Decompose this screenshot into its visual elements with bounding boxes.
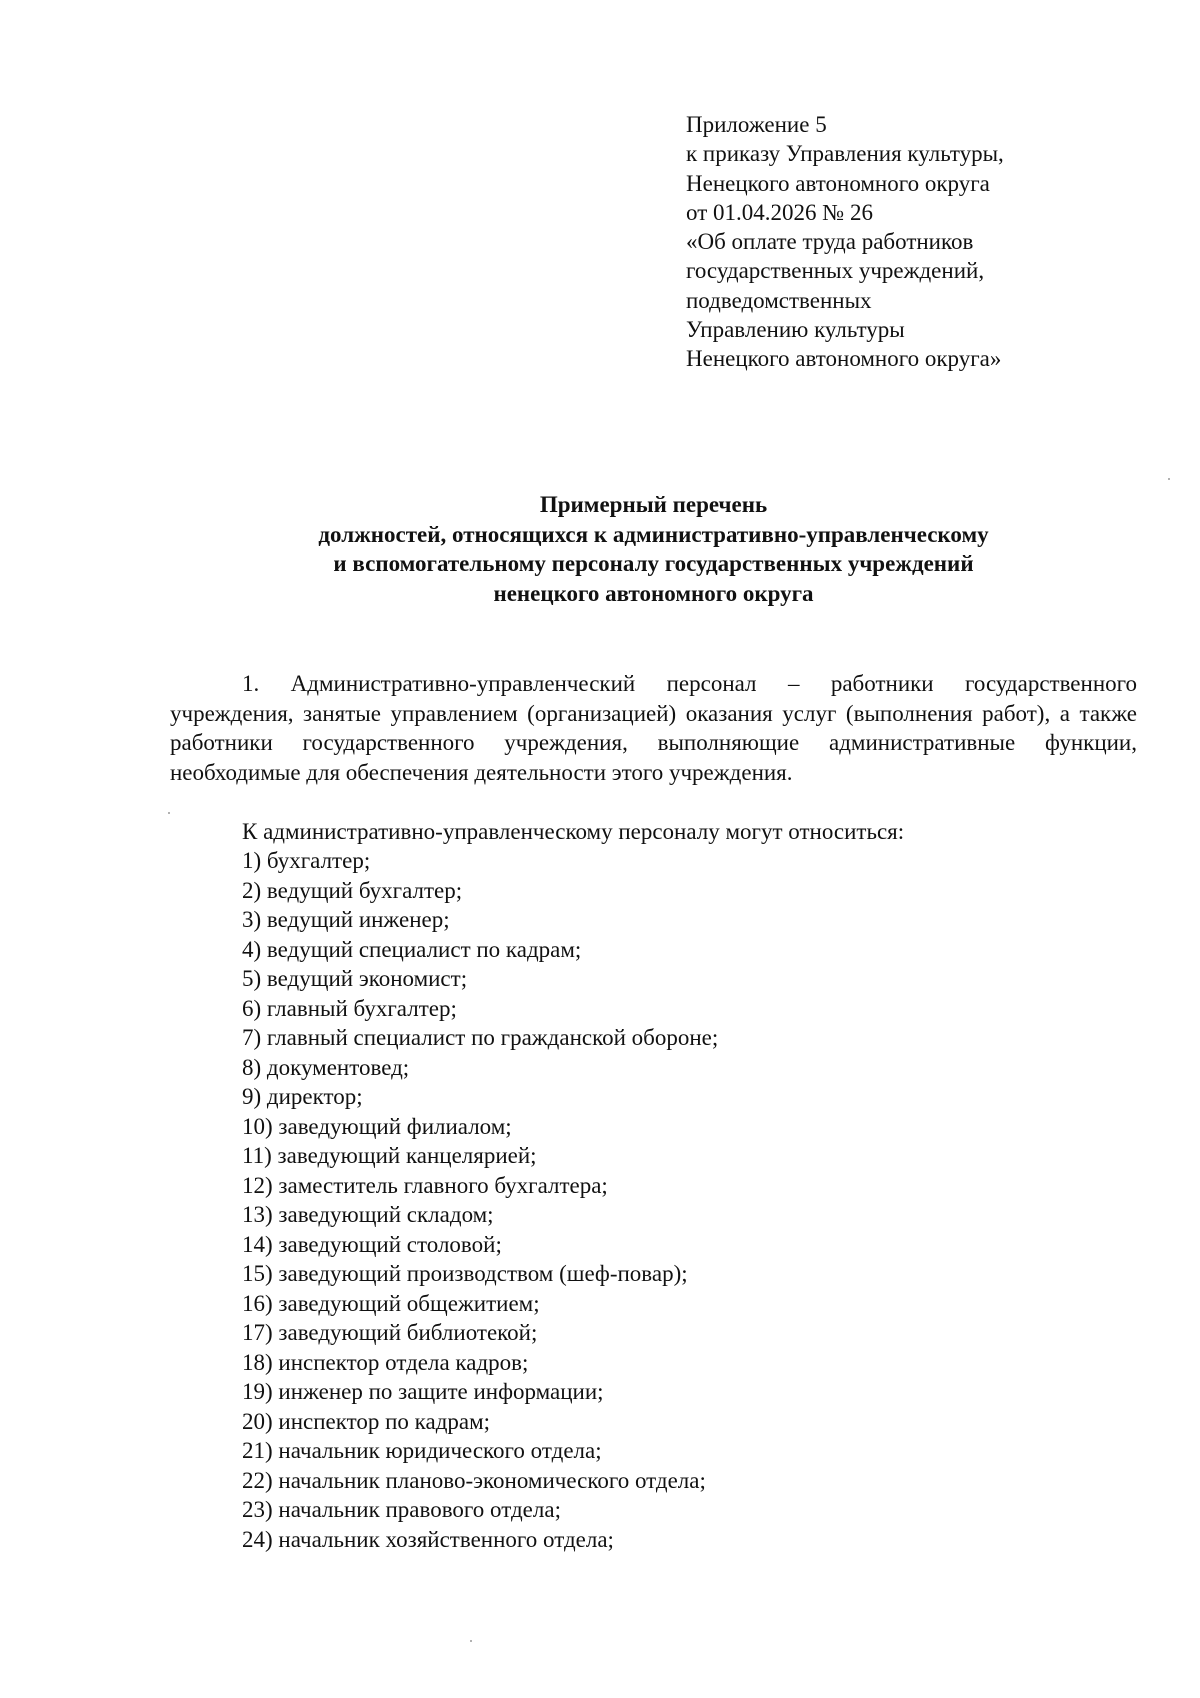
scan-speck — [1168, 478, 1170, 480]
list-item: 20) инспектор по кадрам; — [242, 1408, 491, 1434]
list-item: 17) заведующий библиотекой; — [242, 1320, 538, 1345]
document-title — [170, 490, 1137, 608]
list-item: 22) начальник планово-экономического отдела; — [242, 1467, 706, 1493]
title-line: Примерный перечень — [539, 492, 768, 517]
title-line: и вспомогательному персоналу государственных учреждений — [333, 551, 974, 576]
appendix-line: «Об оплате труда работников — [686, 229, 974, 255]
appendix-line: Ненецкого автономного округа» — [686, 346, 1002, 372]
list-item: 12) заместитель главного бухгалтера; — [242, 1172, 608, 1198]
appendix-line: государственных учреждений, — [686, 258, 985, 284]
list-item: 3) ведущий инженер; — [242, 907, 450, 932]
list-item: 2) ведущий бухгалтер; — [242, 877, 463, 903]
list-item: 15) заведующий производством (шеф-повар); — [242, 1261, 688, 1286]
positions-list — [242, 846, 1142, 1554]
appendix-line: Управлению культуры — [686, 317, 905, 343]
appendix-line: подведомственных — [686, 287, 872, 313]
list-item: 11) заведующий канцелярией; — [242, 1143, 537, 1168]
list-item: 21) начальник юридического отдела; — [242, 1438, 602, 1463]
appendix-line: к приказу Управления культуры, — [686, 141, 1004, 167]
appendix-line: Ненецкого автономного округа — [686, 170, 990, 196]
appendix-line: Приложение 5 — [686, 112, 827, 137]
title-line: должностей, относящихся к административно-управленческому — [318, 521, 989, 547]
list-item: 7) главный специалист по гражданской обороне; — [242, 1025, 719, 1050]
scan-speck — [168, 812, 170, 814]
list-item: 9) директор; — [242, 1084, 363, 1109]
list-item: 23) начальник правового отдела; — [242, 1497, 561, 1522]
list-item: 8) документовед; — [242, 1054, 410, 1080]
scan-speck — [470, 1640, 472, 1642]
list-item: 13) заведующий складом; — [242, 1202, 494, 1227]
list-item: 14) заведующий столовой; — [242, 1231, 502, 1257]
list-item: 16) заведующий общежитием; — [242, 1290, 540, 1316]
list-item: 18) инспектор отдела кадров; — [242, 1349, 529, 1375]
list-item: 5) ведущий экономист; — [242, 966, 468, 991]
list-intro: К административно-управленческому персоналу могут относиться: — [242, 819, 905, 844]
list-item: 10) заведующий филиалом; — [242, 1113, 512, 1139]
appendix-line: от 01.04.2026 № 26 — [686, 199, 873, 225]
title-line: ненецкого автономного округа — [493, 580, 814, 606]
list-item: 1) бухгалтер; — [242, 848, 371, 873]
appendix-header — [686, 110, 1126, 374]
list-item: 6) главный бухгалтер; — [242, 995, 457, 1021]
list-item: 4) ведущий специалист по кадрам; — [242, 936, 582, 962]
section-1-paragraph: 1. Административно-управленческий персонал – работники государственного учреждения, занятые управлением (организацией) оказания услуг (выполнения работ), а также работники государственного учреждения, выполняющие административные функции, необходимые для обеспечения деятельности этого учреждения. — [170, 671, 1137, 785]
list-item: 19) инженер по защите информации; — [242, 1379, 604, 1404]
list-item: 24) начальник хозяйственного отдела; — [242, 1526, 614, 1552]
